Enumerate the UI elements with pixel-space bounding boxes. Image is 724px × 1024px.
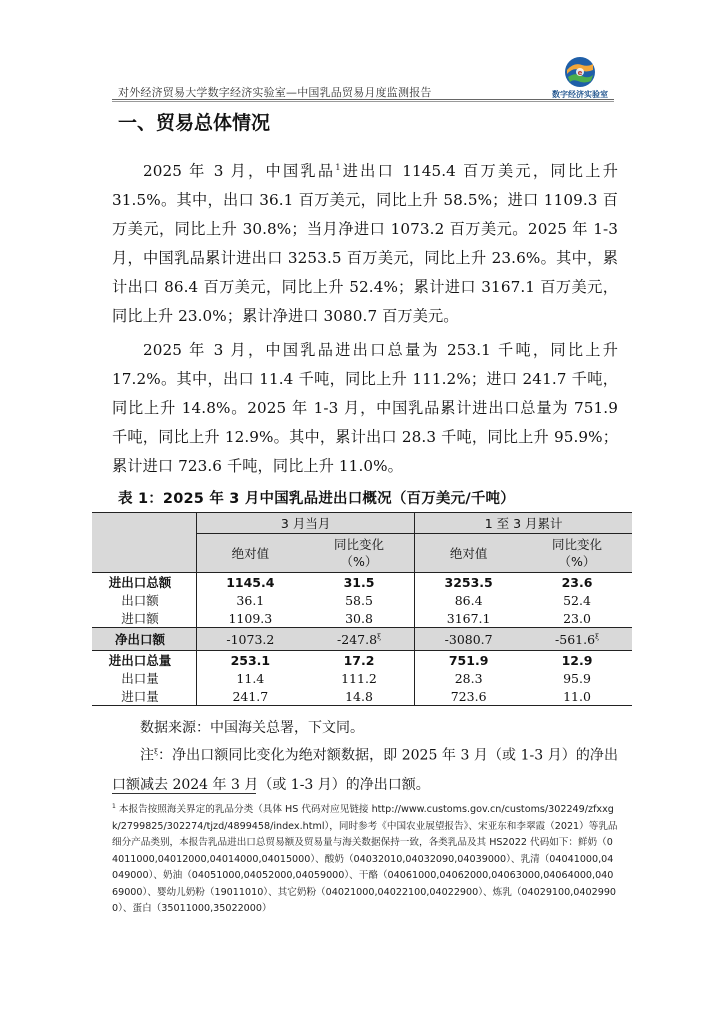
row-label: 净出口额 [92, 628, 197, 651]
cell-value: 23.6 [561, 574, 593, 590]
cell-value: 11.0 [522, 687, 632, 706]
cell-value: 28.3 [415, 669, 522, 687]
cell-value: 111.2 [341, 670, 377, 686]
table-row [92, 609, 632, 628]
cell-value: 17.2 [343, 652, 375, 668]
note-marker: ξ [595, 632, 599, 641]
cell-value-marked [522, 628, 632, 651]
lab-logo [546, 56, 614, 98]
row-label: 进口量 [92, 687, 197, 706]
cell-value: -1073.2 [197, 628, 304, 651]
footnote [112, 799, 618, 918]
cell-value: 12.9 [561, 652, 593, 668]
footnote-mark: 1 [112, 803, 116, 810]
cell-value: 751.9 [415, 651, 522, 670]
table-row [92, 573, 632, 592]
col-header-yoy-line2: （%） [558, 554, 596, 569]
row-label: 进出口总量 [108, 653, 172, 668]
footnote-ref[interactable]: 1 [335, 163, 341, 172]
cell-value: -247.8 [337, 631, 378, 647]
cell-value: 241.7 [197, 687, 304, 706]
cell-value: 1145.4 [197, 573, 304, 592]
cell-value: 30.8 [345, 610, 373, 626]
report-header-title: 对外经济贸易大学数字经济实验室—中国乳品贸易月度监测报告 [118, 86, 432, 99]
globe-logo-icon [564, 56, 596, 88]
header-rule [112, 99, 614, 100]
table-row [92, 687, 632, 706]
note-text: ：净出口额同比变化为绝对额数据，即 2025 年 3 月（或 1-3 月）的净出口额减去 2024 年 3 月（或 1-3 月）的净出口额。 [112, 747, 619, 793]
table-row [92, 591, 632, 609]
table-note [112, 738, 618, 800]
data-source-note: 数据来源：中国海关总署，下文同。 [140, 720, 364, 736]
cell-value: 253.1 [197, 651, 304, 670]
table-caption: 表 1：2025 年 3 月中国乳品进出口概况（百万美元/千吨） [118, 491, 515, 507]
table-row-net [92, 628, 632, 651]
col-header-yoy-line2: （%） [340, 554, 378, 569]
note-marker: ξ [154, 748, 158, 756]
col-header-yoy-line1: 同比变化 [333, 537, 384, 552]
cell-value: 31.5 [343, 574, 375, 590]
footnote-text: 本报告按照海关界定的乳品分类（具体 HS 代码对应见链接 http://www.customs.gov.cn/customs/302249/zfxxgk/2799825/302274/tjzd/4899458/index.html），同时参考《中国农业展望报告》、宋亚东和李翠霞（2021）等乳品细分产品类别，本报告乳品进出口总贸易额及贸易量与海关数据保持一致，各类乳品及其 HS2022 代码如下：鲜奶（04011000,04012000,04014000,04015000）、酸奶（04032010,04032090,04039000）、乳清（04041000,04049000）、奶油（04051000,04052000,04059000）、干酪（04061000,04062000,04063000,04064000,04069000）、婴幼儿奶粉（19011010）、其它奶粉（04021000,04022100,04022900）、炼乳（04029100,04029900）、蛋白（35011000,35022000） [112, 804, 618, 915]
cell-value: 95.9 [563, 670, 591, 686]
footnote-rule [112, 793, 256, 794]
row-label: 出口额 [121, 593, 159, 608]
paragraph-trade-value-rest: 进出口 1145.4 百万美元，同比上升 31.5%。其中，出口 36.1 百万美元，同比上升 58.5%；进口 1109.3 百万美元，同比上升 30.8%；当月净进口 1073.2 百万美元。2025 年 1-3 月，中国乳品累计进出口 3253.5 百万美元，同比上升 23.6%。其中，累计出口 86.4 百万美元，同比上升 52.4%；累计进口 3167.1 百万美元，同比上升 23.0%；累计净进口 3080.7 百万美元。 [112, 162, 619, 326]
paragraph-trade-volume: 2025 年 3 月，中国乳品进出口总量为 253.1 千吨，同比上升 17.2%。其中，出口 11.4 千吨，同比上升 111.2%；进口 241.7 千吨，同比上升 14.8%。2025 年 1-3 月，中国乳品累计进出口总量为 751.9 千吨，同比上升 12.9%。其中，累计出口 28.3 千吨，同比上升 95.9%；累计进口 723.6 千吨，同比上升 11.0%。 [112, 341, 618, 475]
cell-value: 86.4 [415, 591, 522, 609]
row-label-header [92, 534, 197, 573]
table-row [92, 651, 632, 670]
table-corner [92, 513, 197, 534]
row-label: 进口额 [121, 611, 159, 626]
header-rule-thin [112, 101, 614, 102]
svg-text:e: e [577, 69, 583, 77]
note-marker: ξ [377, 632, 381, 641]
paragraph-trade-value-start: 2025 年 3 月，中国乳品 [143, 162, 336, 181]
col-header-abs-cumulative: 绝对值 [415, 534, 522, 573]
paragraph-trade-value [112, 153, 618, 331]
cell-value: 3167.1 [415, 609, 522, 628]
cell-value: 36.1 [197, 591, 304, 609]
row-label: 进出口总额 [108, 575, 172, 590]
table-row [92, 669, 632, 687]
cell-value: 52.4 [563, 592, 591, 608]
section-heading: 一、贸易总体情况 [118, 112, 271, 134]
cell-value: 11.4 [197, 669, 304, 687]
trade-summary-table [92, 512, 632, 706]
group-header-cumulative: 1 至 3 月累计 [415, 513, 632, 534]
cell-value: 3253.5 [415, 573, 522, 592]
col-header-abs-current: 绝对值 [197, 534, 304, 573]
cell-value: 1109.3 [197, 609, 304, 628]
row-label: 出口量 [121, 671, 159, 686]
cell-value: 14.8 [304, 687, 415, 706]
group-header-current: 3 月当月 [197, 513, 415, 534]
cell-value: -3080.7 [415, 628, 522, 651]
col-header-yoy-cumulative [522, 534, 632, 573]
cell-value: 23.0 [563, 610, 591, 626]
cell-value-marked [304, 628, 415, 651]
logo-wordmark: 数字经济实验室 [552, 90, 608, 99]
note-prefix: 注 [140, 747, 155, 764]
col-header-yoy-line1: 同比变化 [551, 537, 602, 552]
cell-value: 723.6 [415, 687, 522, 706]
cell-value: 58.5 [345, 592, 373, 608]
cell-value: -561.6 [555, 631, 596, 647]
col-header-yoy-current [304, 534, 415, 573]
